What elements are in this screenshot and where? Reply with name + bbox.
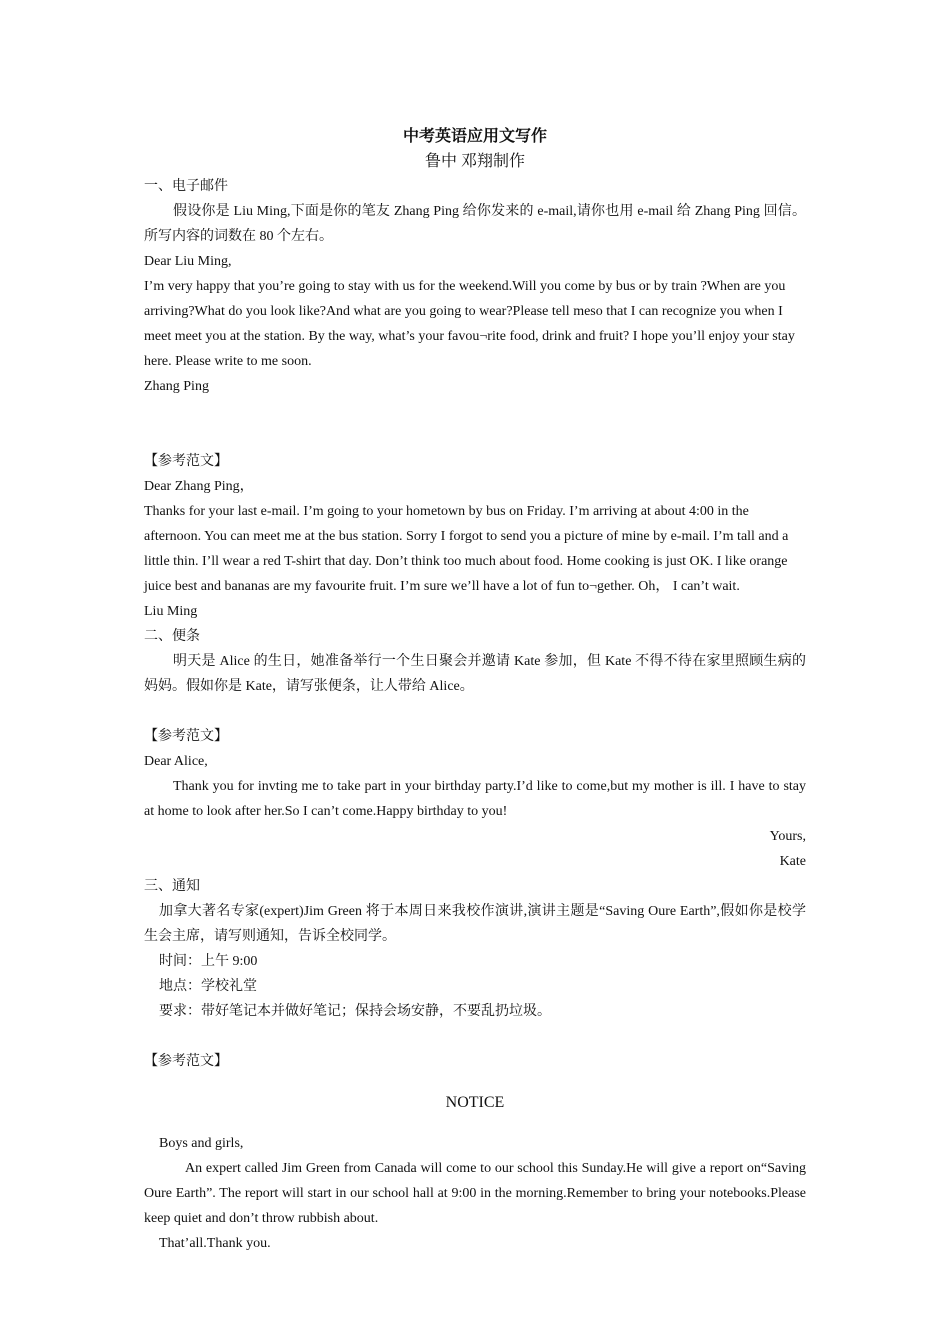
reference-signature: Kate bbox=[779, 854, 806, 869]
reference-body: Thanks for your last e-mail. I’m going to your hometown by bus on Friday. I’m arriving at about 4:00 in the afternoon. You can meet me at the bus station. Sorry I forgot to send you a picture of mine by e-mail. I’m tall and a little thin. I’ll wear a red T-shirt that day. Don’t think too much about food. Home cooking is just OK. I like orange juice best and bananas are my favourite fruit. I’m sure we’ll have a lot of fun to¬gether. Oh， I can’t wait. bbox=[144, 504, 789, 594]
reference-signature: Liu Ming bbox=[144, 604, 198, 619]
reference-body: Thank you for invting me to take part in your birthday party.I’d like to come,but my mother is ill. I have to stay at home to look after her.So I can’t come.Happy birthday to you! bbox=[144, 779, 806, 819]
spacer bbox=[144, 699, 806, 724]
spacer bbox=[144, 399, 806, 449]
email-prompt: 假设你是 Liu Ming,下面是你的笔友 Zhang Ping 给你发来的 e-mail,请你也用 e-mail 给 Zhang Ping 回信。所写内容的词数在 80 个左右。 bbox=[144, 204, 806, 244]
section-heading-note: 二、便条 bbox=[144, 629, 200, 644]
section-heading-email: 一、电子邮件 bbox=[144, 179, 228, 194]
reference-greeting: Dear Zhang Ping， bbox=[144, 479, 254, 494]
document-title: 中考英语应用文写作 bbox=[402, 128, 547, 145]
notice-requirement: 要求：带好笔记本并做好笔记；保持会场安静，不要乱扔垃圾。 bbox=[159, 1004, 551, 1019]
reference-label: 【参考范文】 bbox=[144, 1054, 228, 1069]
document-content bbox=[144, 124, 806, 1256]
letter-body: I’m very happy that you’re going to stay with us for the weekend.Will you come by bus or by train ?When are you arriving?What do you look like?And what are you going to wear?Please tell meso that I can recognize you when I meet meet you at the station. By the way, what’s your favou¬rite food, drink and fruit? I hope you’ll enjoy your stay here. Please write to me soon. bbox=[144, 279, 795, 369]
reference-closing: Yours, bbox=[769, 829, 806, 844]
notice-title: NOTICE bbox=[445, 1094, 505, 1111]
reference-closing: That’all.Thank you. bbox=[159, 1236, 271, 1251]
notice-time: 时间：上午 9:00 bbox=[159, 954, 258, 969]
reference-body: An expert called Jim Green from Canada will come to our school this Sunday.He will give a report on“Saving Oure Earth”. The report will start in our school hall at 9:00 in the morning.Remember to bring your notebooks.Please keep quiet and don’t throw rubbish about. bbox=[144, 1161, 806, 1226]
reference-label: 【参考范文】 bbox=[144, 454, 228, 469]
reference-greeting: Boys and girls, bbox=[159, 1136, 244, 1151]
reference-label: 【参考范文】 bbox=[144, 729, 228, 744]
note-prompt: 明天是 Alice 的生日，她准备举行一个生日聚会并邀请 Kate 参加，但 Kate 不得不待在家里照顾生病的妈妈。假如你是 Kate，请写张便条，让人带给 Alice。 bbox=[144, 654, 806, 694]
notice-prompt bbox=[144, 899, 806, 949]
section-heading-notice: 三、通知 bbox=[144, 879, 200, 894]
notice-prompt-text: 加拿大著名专家(expert)Jim Green 将于本周日来我校作演讲,演讲主题是“Saving Oure Earth”,假如你是校学生会主席，请写则通知，告诉全校同学。 bbox=[144, 904, 806, 944]
notice-place: 地点：学校礼堂 bbox=[159, 979, 257, 994]
letter-signature: Zhang Ping bbox=[144, 379, 209, 394]
document-author: 鲁中 邓翔制作 bbox=[424, 153, 525, 170]
reference-greeting: Dear Alice, bbox=[144, 754, 208, 769]
spacer bbox=[144, 1024, 806, 1049]
letter-greeting: Dear Liu Ming, bbox=[144, 254, 232, 269]
